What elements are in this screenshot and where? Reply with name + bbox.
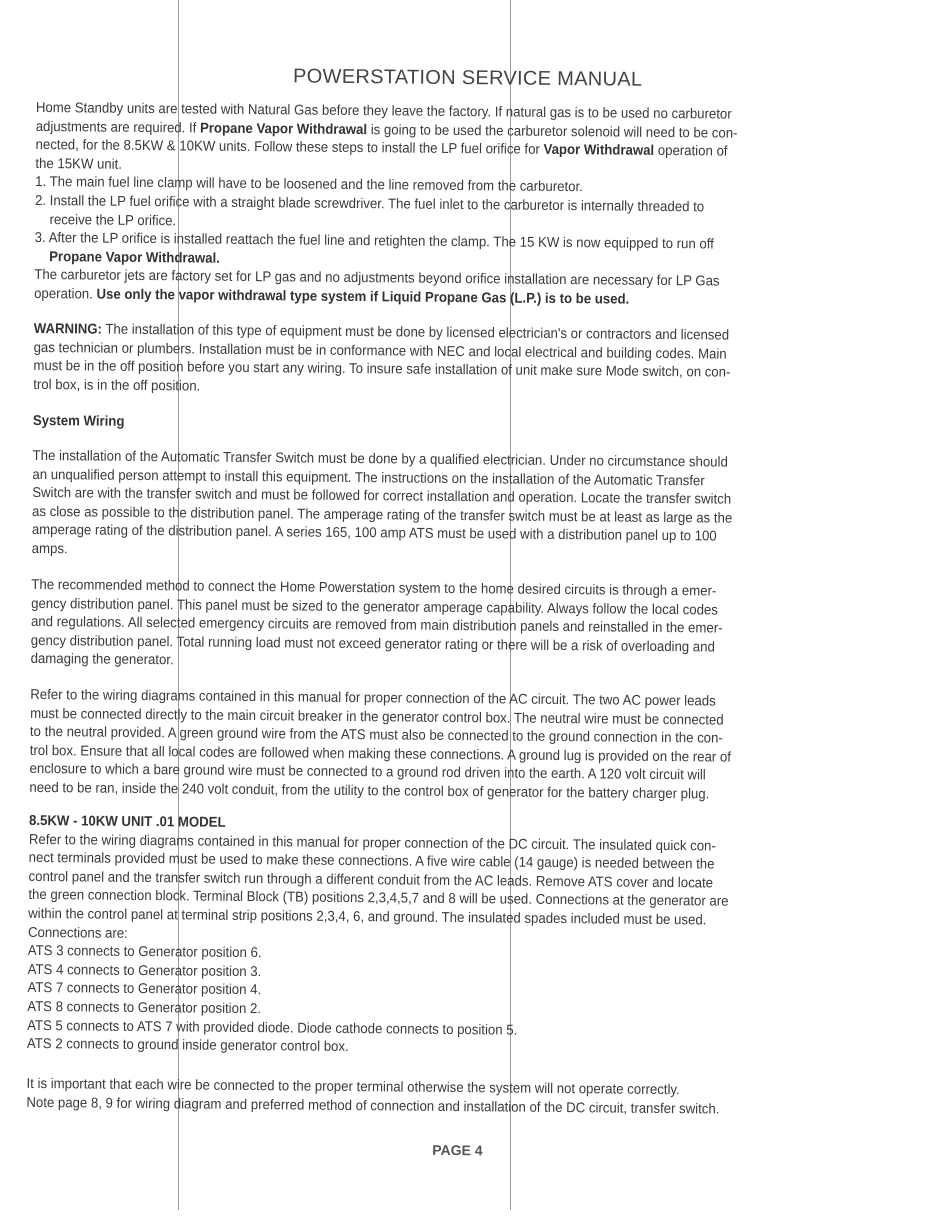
text-line — [33, 412, 125, 431]
text: receive the LP orifice. — [34, 211, 177, 229]
ats-paragraph — [32, 447, 786, 566]
text: need to be ran, inside the 240 volt conduit, from the utility to the control box of generator for the battery charger plug. — [29, 779, 710, 803]
text: Connections are: — [27, 924, 128, 942]
text: The recommended method to connect the Home Powerstation system to the home desired circuits is through a emer- — [31, 576, 717, 600]
section-heading-system-wiring — [33, 412, 132, 432]
text: amperage rating of the distribution panel. A series 165, 100 amp ATS must be used with a distribution panel up to 100 — [31, 522, 717, 545]
bold-text: WARNING: — [33, 320, 103, 338]
text: ATS 2 connects to ground inside generator control box. — [26, 1036, 349, 1056]
text: to the neutral provided. A green ground wire from the ATS must also be connected to the ground connection in the con- — [29, 724, 723, 747]
bold-text: 8.5KW - 10KW UNIT .01 MODEL — [29, 812, 226, 831]
text: 2. Install the LP fuel orifice with a straight blade screwdriver. The fuel inlet to the carburetor is internally threaded to — [34, 192, 705, 216]
text: nect terminals provided must be used to make these connections. A five wire cable (14 gauge) is needed between the — [28, 850, 715, 873]
text: within the control panel at terminal strip positions 2,3,4, 6, and ground. The insulated spades included must be used. — [28, 905, 707, 929]
text: ATS 7 connects to Generator position 4. — [27, 980, 262, 999]
text: Home Standby units are tested with Natural Gas before they leave the factory. If natural gas is to be used no carburetor — [35, 99, 732, 123]
text: the green connection block. Terminal Block (TB) positions 2,3,4,5,7 and 8 will be used. Connections at the generator are — [28, 887, 729, 911]
text: ATS 3 connects to Generator position 6. — [27, 943, 262, 962]
text: trol box. Ensure that all local codes are followed when making these connections. A ground lug is provided on the rear of — [29, 742, 731, 766]
text: operation of — [654, 143, 728, 160]
page-title: POWERSTATION SERVICE MANUAL — [292, 65, 643, 91]
text: Note page 8, 9 for wiring diagram and preferred method of connection and installation of the DC circuit, transfer switch. — [26, 1094, 720, 1118]
ac-wiring-paragraph — [29, 686, 784, 805]
closing-notes — [26, 1075, 772, 1119]
bold-text: Use only the vapor withdrawal type system if Liquid Propane Gas (L.P.) is to be used. — [96, 286, 630, 308]
text: trol box, is in the off position. — [33, 376, 201, 395]
text: The installation of this type of equipment must be done by licensed electrician's or contractors and licensed — [101, 321, 730, 344]
text — [34, 249, 49, 265]
text: amps. — [31, 540, 68, 558]
distribution-paragraph — [31, 576, 775, 676]
text: an unqualified person attempt to install this equipment. The instructions on the installation of the Automatic Transfer — [32, 466, 705, 489]
text: and regulations. All selected emergency circuits are removed from main distribution panels and reinstalled in the emer- — [30, 614, 723, 637]
text: Switch are with the transfer switch and must be followed for correct installation and operation. Locate the transfer switch — [32, 485, 732, 508]
bold-text: Vapor Withdrawal — [543, 142, 655, 160]
dc-wiring-section — [27, 812, 782, 1061]
text: the 15KW unit. — [35, 155, 123, 173]
page-number: PAGE 4 — [432, 1141, 483, 1159]
bold-text: Propane Vapor Withdrawal. — [49, 248, 220, 267]
text: It is important that each wire be connected to the proper terminal otherwise the system will not operate correctly. — [26, 1075, 680, 1099]
text: enclosure to which a bare ground wire must be connected to a ground rod driven into the earth. A 120 volt circuit will — [29, 761, 706, 784]
text: must be in the off position before you start any wiring. To insure safe installation of unit make sure Mode switch, on con- — [33, 358, 731, 381]
text: operation. — [34, 285, 97, 303]
text: 3. After the LP orifice is installed reattach the fuel line and retighten the clamp. The 15 KW is now equipped to run off — [34, 230, 714, 253]
text: The installation of the Automatic Transfer Switch must be done by a qualified electrician. Under no circumstance should — [32, 447, 728, 471]
text: damaging the generator. — [30, 651, 174, 669]
text: is going to be used the carburetor solenoid will need to be con- — [366, 121, 738, 142]
text: gency distribution panel. Total running load must not exceed generator rating or there will be a risk of overloading and — [30, 632, 715, 656]
text: must be connected directly to the main circuit breaker in the generator control box. The neutral wire must be connected — [30, 705, 724, 729]
text: ATS 5 connects to ATS 7 with provided diode. Diode cathode connects to position 5. — [27, 1017, 518, 1039]
text: 1. The main fuel line clamp will have to be loosened and the line removed from the carburetor. — [35, 174, 583, 196]
text: gas technician or plumbers. Installation must be in conformance with NEC and local electrical and building codes. Main — [33, 339, 727, 363]
text: gency distribution panel. This panel must be sized to the generator amperage capability. Always follow the local codes — [31, 595, 718, 619]
text: as close as possible to the distribution panel. The amperage rating of the transfer switch must be at least as large as the — [31, 503, 733, 527]
text: adjustments are required. If — [35, 118, 201, 137]
text: Refer to the wiring diagrams contained in this manual for proper connection of the AC circuit. The two AC power leads — [30, 686, 716, 710]
text: The carburetor jets are factory set for LP gas and no adjustments beyond orifice installation are necessary for LP Gas — [34, 267, 720, 290]
intro-paragraph — [34, 99, 791, 311]
text: nected, for the 8.5KW & 10KW units. Follow these steps to install the LP fuel orifice for — [35, 137, 544, 159]
text: control panel and the transfer switch run through a different conduit from the AC leads. Remove ATS cover and locate — [28, 868, 714, 892]
text: ATS 8 connects to Generator position 2. — [27, 998, 262, 1018]
text: ATS 4 connects to Generator position 3. — [27, 961, 262, 980]
bold-text: Propane Vapor Withdrawal — [199, 120, 368, 138]
warning-paragraph — [33, 320, 783, 402]
text: Refer to the wiring diagrams contained in this manual for proper connection of the DC circuit. The insulated quick con- — [28, 831, 716, 855]
bold-text: System Wiring — [32, 412, 125, 430]
